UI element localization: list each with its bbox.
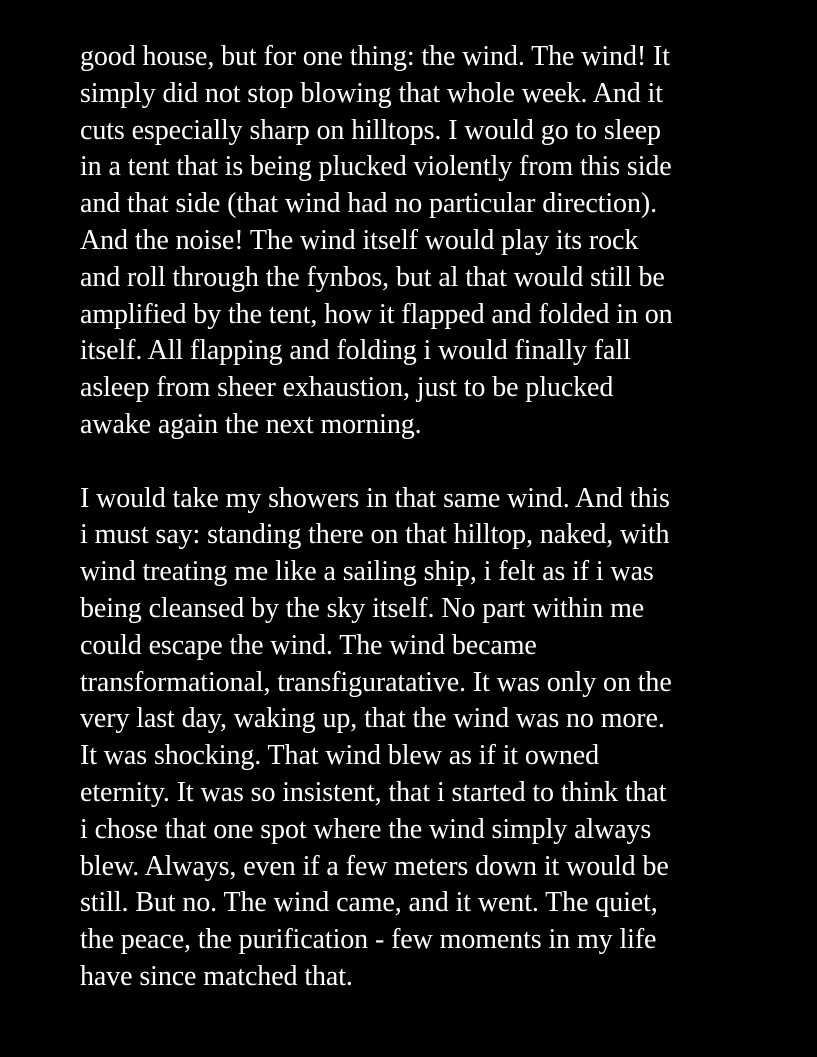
- text-line: i chose that one spot where the wind simply always: [80, 813, 652, 845]
- text-line: in a tent that is being plucked violently from this side: [80, 151, 672, 183]
- text-line: asleep from sheer exhaustion, just to be plucked: [80, 372, 614, 404]
- text-line: wind treating me like a sailing ship, i felt as if i was: [80, 556, 654, 588]
- text-line: It was shocking. That wind blew as if it owned: [80, 740, 600, 772]
- text-line: the peace, the purification - few moments in my life: [80, 924, 657, 956]
- text-line: blew. Always, even if a few meters down it would be: [80, 850, 669, 882]
- text-line: could escape the wind. The wind became: [80, 629, 537, 661]
- text-line: simply did not stop blowing that whole week. And it: [80, 77, 663, 109]
- text-line: transformational, transfiguratative. It was only on the: [80, 666, 672, 698]
- text-line: good house, but for one thing: the wind. The wind! It: [80, 41, 670, 72]
- text-line: and that side (that wind had no particular direction).: [80, 188, 657, 220]
- document-body: [80, 39, 780, 996]
- text-line: very last day, waking up, that the wind was no more.: [80, 703, 665, 735]
- text-line: being cleansed by the sky itself. No part within me: [80, 592, 645, 624]
- text-line: i must say: standing there on that hilltop, naked, with: [80, 519, 670, 551]
- paragraph-1: [80, 39, 780, 444]
- text-line: eternity. It was so insistent, that i started to think that: [80, 776, 667, 808]
- text-line: still. But no. The wind came, and it went. The quiet,: [80, 887, 658, 919]
- text-line: have since matched that.: [80, 960, 353, 992]
- text-line: amplified by the tent, how it flapped and folded in on: [80, 298, 673, 330]
- paragraph-2: [80, 481, 780, 996]
- paragraph-gap: [80, 444, 780, 481]
- text-line: cuts especially sharp on hilltops. I would go to sleep: [80, 114, 661, 146]
- text-line: itself. All flapping and folding i would finally fall: [80, 335, 631, 367]
- text-line: awake again the next morning.: [80, 408, 422, 440]
- text-line: And the noise! The wind itself would play its rock: [80, 224, 639, 256]
- text-line: and roll through the fynbos, but al that would still be: [80, 261, 665, 293]
- text-line: I would take my showers in that same wind. And this: [80, 482, 670, 514]
